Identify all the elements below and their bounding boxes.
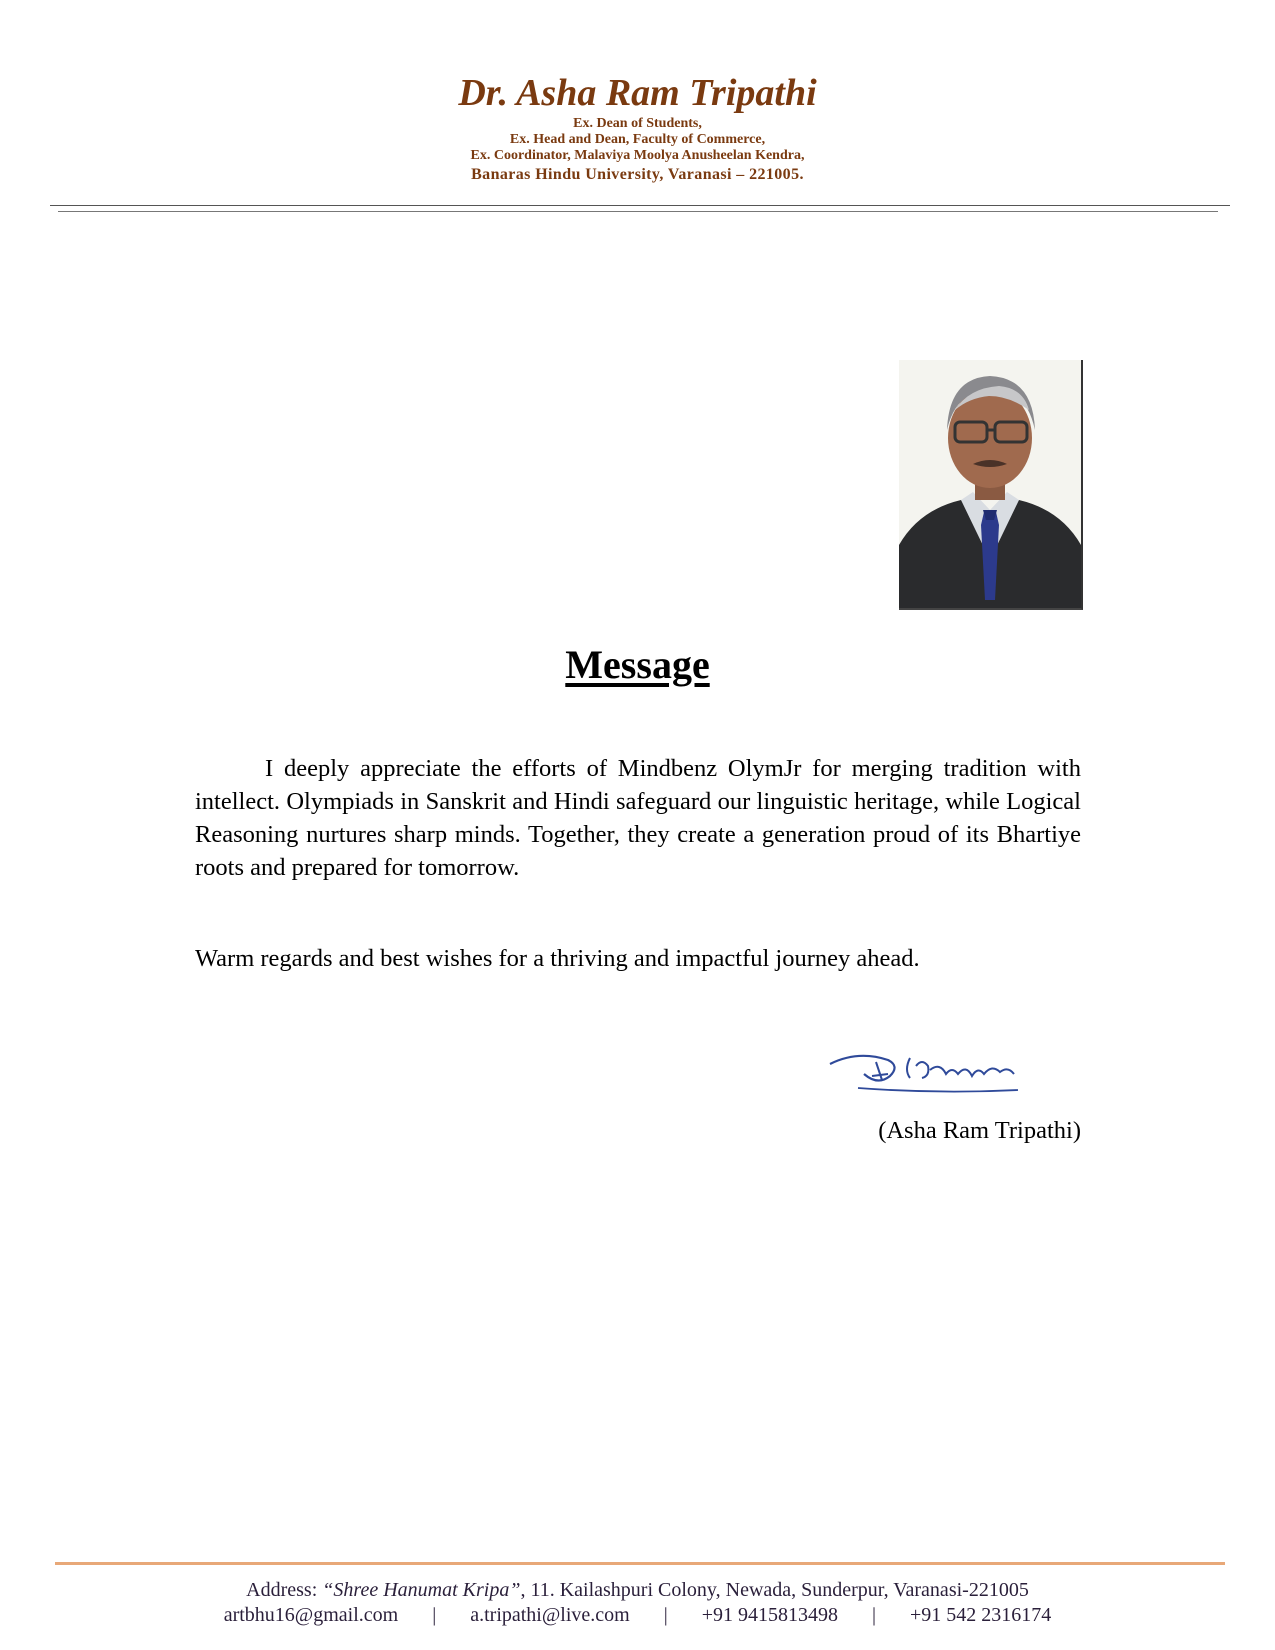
- phone-mobile: +91 9415813498: [701, 1604, 838, 1626]
- footer: [0, 1578, 1275, 1628]
- footer-contacts: [0, 1603, 1275, 1628]
- separator: |: [872, 1604, 877, 1626]
- address-details: , 11. Kailashpuri Colony, Newada, Sunderpur, Varanasi-221005: [520, 1579, 1029, 1601]
- email-secondary: a.tripathi@live.com: [470, 1604, 630, 1626]
- signatory-name: (Asha Ram Tripathi): [878, 1117, 1081, 1144]
- handwritten-signature: [818, 1036, 1048, 1112]
- message-paragraph: I deeply appreciate the efforts of Mindbenz OlymJr for merging tradition with intellect. Olympiads in Sanskrit and Hindi safeguard our linguistic heritage, while Logical Reasoning nurtures sharp minds. Together, they create a generation proud of its Bhartiye roots and prepared for tomorrow.: [195, 755, 1081, 881]
- signature-drawing: [818, 1036, 1048, 1112]
- letterhead: [0, 70, 1275, 186]
- separator: |: [663, 1604, 668, 1626]
- footer-address: [0, 1578, 1275, 1603]
- header-divider-secondary: [58, 211, 1218, 212]
- letterhead-title-3: Ex. Coordinator, Malaviya Moolya Anusheelan Kendra,: [470, 148, 805, 163]
- footer-divider: [55, 1562, 1225, 1565]
- letterhead-name: Dr. Asha Ram Tripathi: [458, 72, 817, 114]
- portrait-photo: [899, 360, 1083, 610]
- header-divider: [50, 205, 1230, 206]
- letterhead-university: Banaras Hindu University, Varanasi – 221005.: [471, 166, 804, 183]
- separator: |: [432, 1604, 437, 1626]
- portrait-illustration: [899, 360, 1081, 608]
- address-house-name: “Shree Hanumat Kripa”: [322, 1579, 521, 1601]
- closing-regards: Warm regards and best wishes for a thriving and impactful journey ahead.: [195, 945, 920, 972]
- address-prefix: Address:: [246, 1579, 323, 1601]
- email-primary: artbhu16@gmail.com: [223, 1604, 399, 1626]
- letterhead-title-2: Ex. Head and Dean, Faculty of Commerce,: [509, 132, 766, 147]
- message-title: Message: [565, 642, 710, 687]
- letterhead-title-1: Ex. Dean of Students,: [573, 116, 702, 131]
- phone-landline: +91 542 2316174: [910, 1604, 1052, 1626]
